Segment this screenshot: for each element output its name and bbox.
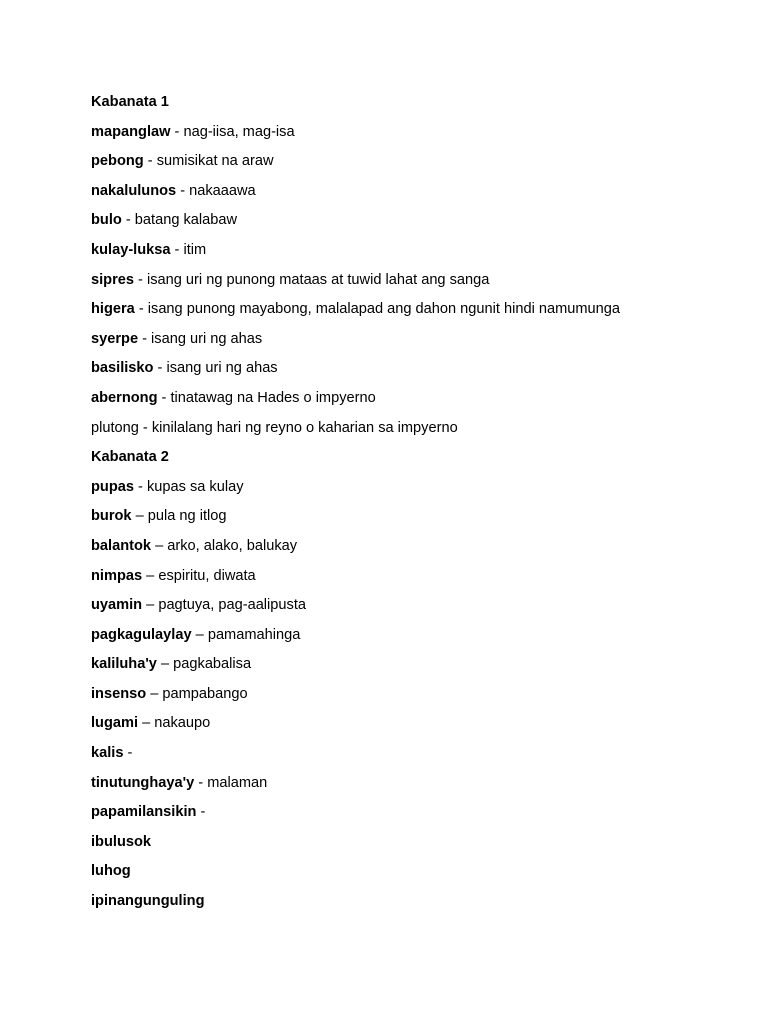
entry-term: kaliluha'y: [91, 656, 157, 673]
entry-separator: -: [170, 241, 184, 258]
glossary-entry: [91, 564, 751, 594]
glossary-entry: [91, 830, 751, 860]
entry-separator: –: [156, 656, 174, 673]
section-heading: Kabanata 2: [91, 449, 169, 466]
entry-definition: pagtuya, pag-aalipusta: [158, 597, 306, 614]
glossary-entry: [91, 859, 751, 889]
entry-term: tinutunghaya'y: [91, 774, 195, 791]
entry-separator: –: [142, 567, 159, 584]
glossary-entry: [91, 889, 751, 919]
glossary-entry: [91, 593, 751, 623]
entry-separator: -: [138, 330, 152, 347]
glossary-entry: [91, 386, 751, 416]
entry-separator: –: [151, 537, 168, 554]
entry-term: balantok: [91, 537, 152, 554]
glossary-entry: [91, 800, 751, 830]
glossary-entry: [91, 534, 751, 564]
entry-separator: -: [196, 804, 206, 821]
glossary-entry: [91, 711, 751, 741]
entry-definition: pampabango: [162, 685, 248, 702]
entry-term: abernong: [91, 389, 158, 406]
entry-separator: –: [146, 685, 163, 702]
glossary-entry: [91, 149, 751, 179]
glossary-entry: [91, 327, 751, 357]
glossary-entry-plain: plutong - kinilalang hari ng reyno o kaharian sa impyerno: [91, 419, 458, 436]
entry-definition: pula ng itlog: [147, 508, 227, 525]
entry-definition: sumisikat na araw: [156, 153, 274, 170]
entry-term: insenso: [91, 685, 147, 702]
section-heading: Kabanata 1: [91, 94, 169, 110]
glossary-entry: [91, 682, 751, 712]
entry-definition: isang uri ng ahas: [151, 330, 263, 347]
glossary-entry: [91, 120, 751, 150]
entry-term: pupas: [91, 478, 134, 495]
entry-definition: tinatawag na Hades o impyerno: [170, 389, 376, 406]
entry-term: mapanglaw: [91, 123, 171, 140]
entry-separator: -: [123, 745, 133, 762]
glossary-entry: [91, 652, 751, 682]
entry-separator: -: [153, 360, 167, 377]
glossary-entry: [91, 356, 751, 386]
entry-definition: nakaupo: [154, 715, 211, 732]
entry-term: ipinangunguling: [91, 893, 205, 910]
entry-separator: -: [133, 478, 147, 495]
entry-definition: nakaaawa: [189, 182, 256, 199]
entry-term: basilisko: [91, 360, 154, 377]
glossary-entry: [91, 475, 751, 505]
glossary-entry: [91, 771, 751, 801]
entry-term: pagkagulaylay: [91, 626, 192, 643]
entry-definition: pamamahinga: [207, 626, 301, 643]
entry-term: bulo: [91, 212, 122, 229]
entry-term: kulay-luksa: [91, 241, 171, 258]
entry-definition: espiritu, diwata: [158, 567, 256, 584]
entry-separator: -: [176, 182, 190, 199]
entry-term: ibulusok: [91, 833, 151, 850]
entry-separator: –: [131, 508, 148, 525]
entry-term: higera: [91, 301, 135, 318]
entry-definition: isang uri ng ahas: [166, 360, 278, 377]
glossary-entry: [91, 623, 751, 653]
entry-separator: -: [157, 389, 171, 406]
entry-definition: pagkabalisa: [173, 656, 252, 673]
entry-separator: -: [134, 271, 147, 288]
entry-definition: nag-iisa, mag-isa: [183, 123, 295, 140]
entry-separator: -: [170, 123, 184, 140]
glossary-entry: [91, 297, 751, 327]
entry-definition: batang kalabaw: [134, 212, 238, 229]
entry-separator: –: [142, 597, 159, 614]
glossary-entry: [91, 238, 751, 268]
entry-term: kalis: [91, 745, 124, 762]
glossary-entry: [91, 208, 751, 238]
glossary-entry: [91, 504, 751, 534]
glossary-entry: [91, 268, 751, 298]
entry-separator: -: [194, 774, 208, 791]
entry-term: nakalulunos: [91, 182, 177, 199]
entry-separator: -: [134, 301, 148, 318]
glossary-entry: [91, 179, 751, 209]
entry-separator: -: [121, 212, 135, 229]
entry-definition: isang punong mayabong, malalapad ang dahon ngunit hindi namumunga: [147, 301, 621, 318]
entry-definition: itim: [183, 241, 207, 258]
entry-term: syerpe: [91, 330, 139, 347]
entry-term: burok: [91, 508, 132, 525]
entry-term: lugami: [91, 715, 139, 732]
entry-term: nimpas: [91, 567, 143, 584]
entry-term: pebong: [91, 153, 144, 170]
entry-term: uyamin: [91, 597, 143, 614]
entry-definition: isang uri ng punong mataas at tuwid lahat ang sanga: [146, 271, 490, 288]
entry-term: papamilansikin: [91, 804, 197, 821]
entry-definition: arko, alako, balukay: [167, 537, 298, 554]
entry-separator: –: [191, 626, 208, 643]
glossary-entry: [91, 741, 751, 771]
entry-term: luhog: [91, 863, 131, 880]
entry-separator: -: [143, 153, 157, 170]
entry-definition: kupas sa kulay: [146, 478, 244, 495]
entry-term: sipres: [91, 271, 134, 288]
entry-separator: –: [138, 715, 155, 732]
document-page: [91, 90, 751, 919]
entry-definition: malaman: [207, 774, 268, 791]
